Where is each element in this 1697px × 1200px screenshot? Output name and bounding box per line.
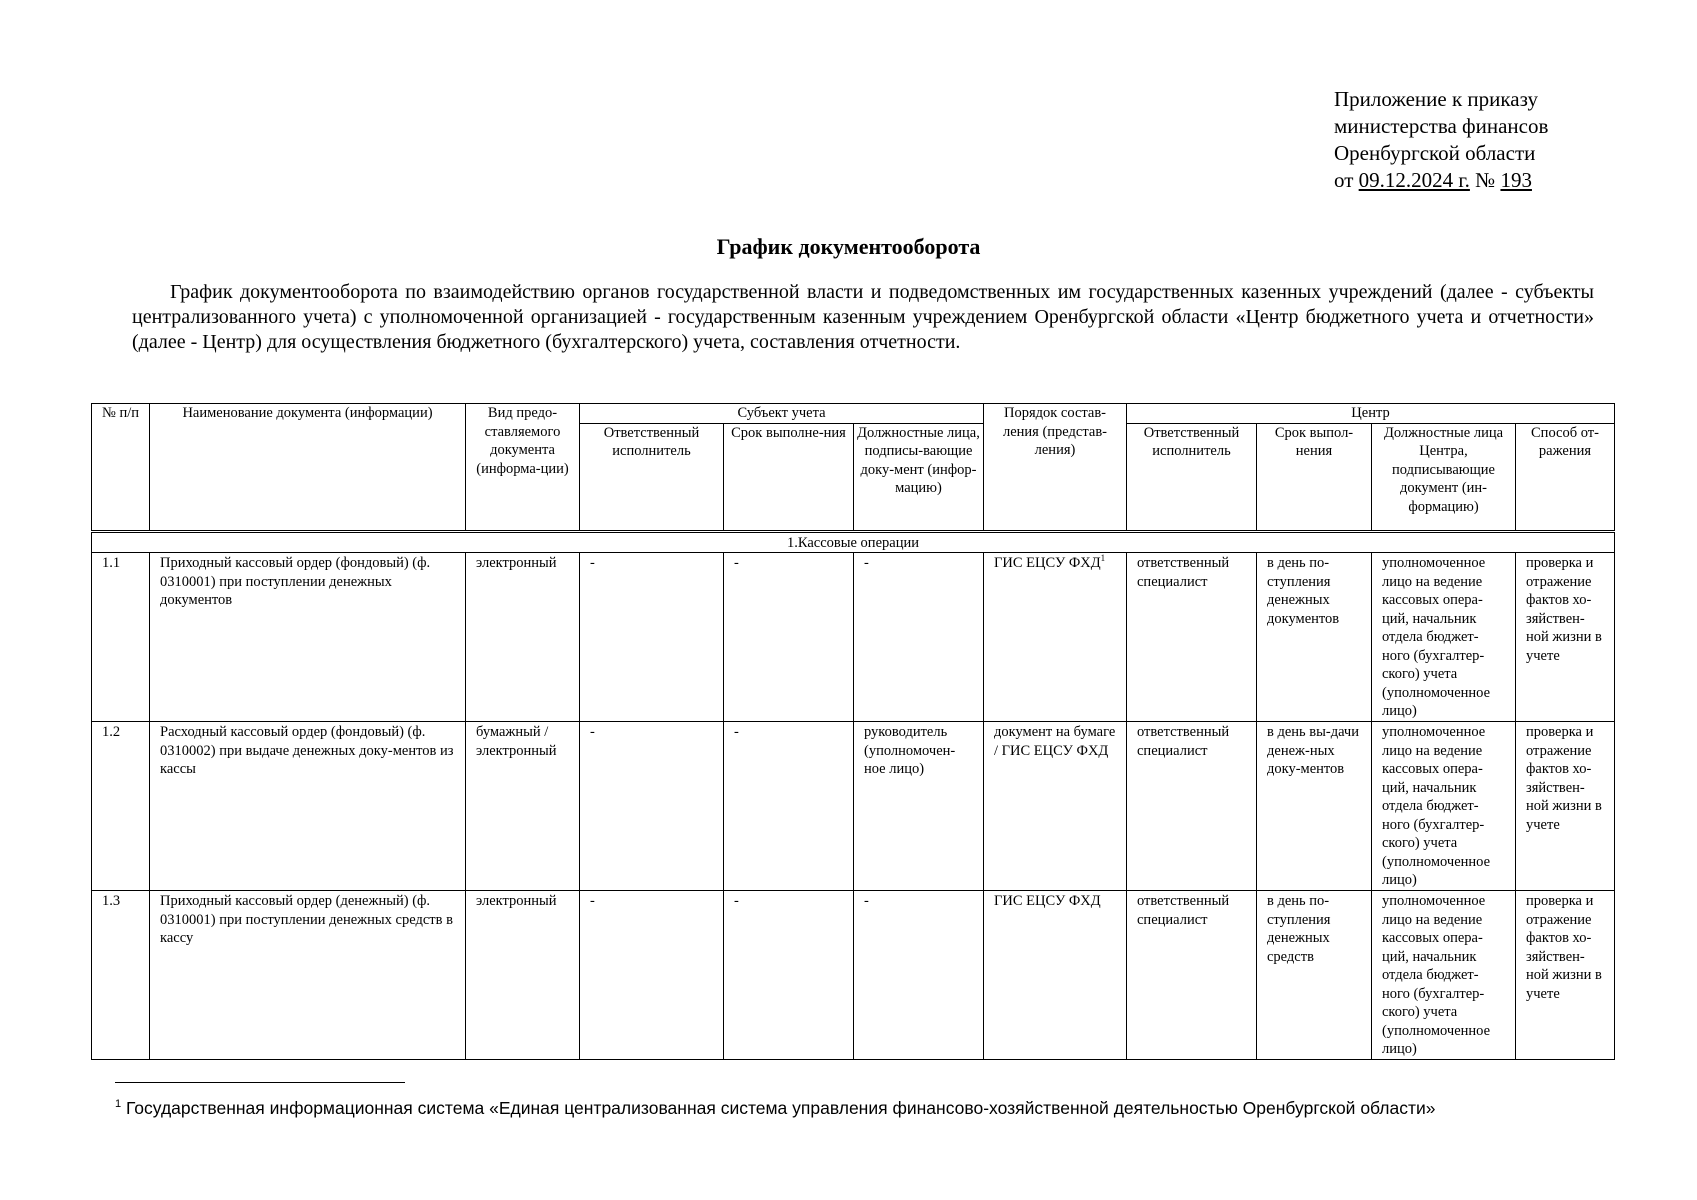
cell-method: проверка и отражение фактов хо-зяйствен-ной жизни в учете bbox=[1516, 722, 1615, 891]
cell-center-executor: ответственный специалист bbox=[1127, 891, 1257, 1060]
cell-subject-term: - bbox=[724, 722, 854, 891]
header-center-group: Центр bbox=[1127, 404, 1615, 424]
header-order: Порядок состав-ления (представ-ления) bbox=[984, 404, 1127, 532]
header-method: Способ от-ражения bbox=[1516, 423, 1615, 531]
cell-center-signers: уполномоченное лицо на ведение кассовых опера-ций, начальник отдела бюджет-ного (бухгалтер-ского) учета (уполномоченное лицо) bbox=[1372, 722, 1516, 891]
header-center-executor: Ответственный исполнитель bbox=[1127, 423, 1257, 531]
cell-center-signers: уполномоченное лицо на ведение кассовых опера-ций, начальник отдела бюджет-ного (бухгалтер-ского) учета (уполномоченное лицо) bbox=[1372, 891, 1516, 1060]
appendix-order-line bbox=[1334, 167, 1548, 194]
table-row bbox=[92, 553, 1615, 722]
cell-type: бумажный / электронный bbox=[466, 722, 580, 891]
section-row bbox=[92, 531, 1615, 553]
cell-center-term: в день по-ступления денежных документов bbox=[1257, 553, 1372, 722]
cell-method: проверка и отражение фактов хо-зяйствен-ной жизни в учете bbox=[1516, 553, 1615, 722]
cell-type: электронный bbox=[466, 891, 580, 1060]
header-num: № п/п bbox=[92, 404, 150, 532]
appendix-block bbox=[1334, 86, 1548, 194]
header-type: Вид предо-ставляемого документа (информа-ции) bbox=[466, 404, 580, 532]
cell-name: Приходный кассовый ордер (денежный) (ф. 0310001) при поступлении денежных средств в кассу bbox=[150, 891, 466, 1060]
header-center-term: Срок выпол-нения bbox=[1257, 423, 1372, 531]
cell-center-executor: ответственный специалист bbox=[1127, 553, 1257, 722]
header-subject-term: Срок выполне-ния bbox=[724, 423, 854, 531]
cell-method: проверка и отражение фактов хо-зяйствен-ной жизни в учете bbox=[1516, 891, 1615, 1060]
appendix-line-3: Оренбургской области bbox=[1334, 141, 1536, 165]
cell-center-executor: ответственный специалист bbox=[1127, 722, 1257, 891]
header-subject-executor: Ответственный исполнитель bbox=[580, 423, 724, 531]
table-row bbox=[92, 891, 1615, 1060]
cell-subject-signers: - bbox=[854, 553, 984, 722]
cell-center-term: в день по-ступления денежных средств bbox=[1257, 891, 1372, 1060]
page-title: График документооборота bbox=[716, 234, 981, 259]
cell-order-text: ГИС ЕЦСУ ФХД bbox=[994, 555, 1101, 571]
cell-subject-signers: - bbox=[854, 891, 984, 1060]
table-row bbox=[92, 722, 1615, 891]
footnote-divider bbox=[115, 1082, 405, 1083]
cell-order: документ на бумаге / ГИС ЕЦСУ ФХД bbox=[984, 722, 1127, 891]
cell-name: Расходный кассовый ордер (фондовый) (ф. 0310002) при выдаче денежных доку-ментов из кассы bbox=[150, 722, 466, 891]
cell-name: Приходный кассовый ордер (фондовый) (ф. 0310001) при поступлении денежных документов bbox=[150, 553, 466, 722]
document-flow-table bbox=[91, 403, 1615, 1060]
appendix-number: 193 bbox=[1500, 168, 1532, 192]
footnote bbox=[115, 1097, 1436, 1119]
cell-order bbox=[984, 553, 1127, 722]
cell-type: электронный bbox=[466, 553, 580, 722]
appendix-line-2: министерства финансов bbox=[1334, 114, 1549, 138]
header-subject-signers: Должностные лица, подписы-вающие доку-мент (инфор-мацию) bbox=[854, 423, 984, 531]
cell-center-signers: уполномоченное лицо на ведение кассовых опера-ций, начальник отдела бюджет-ного (бухгалтер-ского) учета (уполномоченное лицо) bbox=[1372, 553, 1516, 722]
footnote-mark: 1 bbox=[115, 1098, 122, 1111]
appendix-from: от bbox=[1334, 168, 1354, 192]
cell-subject-term: - bbox=[724, 891, 854, 1060]
cell-subject-executor: - bbox=[580, 722, 724, 891]
cell-subject-signers: руководитель (уполномочен-ное лицо) bbox=[854, 722, 984, 891]
cell-subject-term: - bbox=[724, 553, 854, 722]
footnote-ref: 1 bbox=[1100, 553, 1106, 564]
appendix-line-1: Приложение к приказу bbox=[1334, 87, 1538, 111]
cell-subject-executor: - bbox=[580, 553, 724, 722]
cell-num: 1.2 bbox=[92, 722, 150, 891]
intro-paragraph: График документооборота по взаимодействию органов государственной власти и подведомственных им государственных казенных учреждений (далее - субъекты централизованного учета) с уполномоченной организацией - государственным казенным учреждением Оренбургской области «Центр бюджетного учета и отчетности» (далее - Центр) для осуществления бюджетного (бухгалтерского) учета, составления отчетности. bbox=[132, 281, 1594, 353]
appendix-date: 09.12.2024 г. bbox=[1358, 168, 1470, 192]
cell-center-term: в день вы-дачи денеж-ных доку-ментов bbox=[1257, 722, 1372, 891]
appendix-number-sign: № bbox=[1475, 168, 1496, 192]
section-title: 1.Кассовые операции bbox=[92, 531, 1615, 553]
cell-num: 1.1 bbox=[92, 553, 150, 722]
header-name: Наименование документа (информации) bbox=[150, 404, 466, 532]
header-center-signers: Должностные лица Центра, подписывающие документ (ин-формацию) bbox=[1372, 423, 1516, 531]
cell-order: ГИС ЕЦСУ ФХД bbox=[984, 891, 1127, 1060]
cell-subject-executor: - bbox=[580, 891, 724, 1060]
footnote-text: Государственная информационная система «Единая централизованная система управления финансово-хозяйственной деятельностью Оренбургской области» bbox=[126, 1098, 1436, 1118]
cell-num: 1.3 bbox=[92, 891, 150, 1060]
header-subject-group: Субъект учета bbox=[580, 404, 984, 424]
